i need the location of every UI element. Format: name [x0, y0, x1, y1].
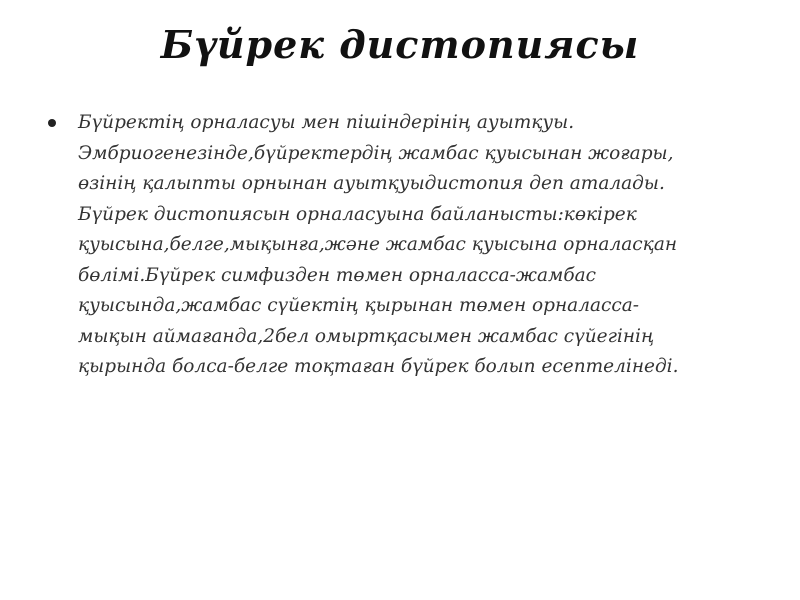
bullet-list — [48, 108, 758, 383]
bullet-dot-icon — [48, 119, 56, 127]
bullet-item — [48, 108, 758, 383]
bullet-text: Бүйректің орналасуы мен пішіндерінің ауытқуы. Эмбриогенезінде,бүйректердің жамбас қуысынан жоғары, өзінің қалыпты орнынан ауытқуыдистопия деп аталады. Бүйрек дистопиясын орналасуына байланысты:көкірек қуысына,белге,мықынға,және жамбас қуысына орналасқан бөлімі.Бүйрек симфизден төмен орналасса-жамбас қуысында,жамбас сүйектің қырынан төмен орналасса- мықын аймағанда,2бел омыртқасымен жамбас сүйегінің қырында болса-белге тоқтаған бүйрек болып есептелінеді. — [78, 112, 679, 377]
slide-title: Бүйрек дистопиясы — [160, 22, 640, 67]
